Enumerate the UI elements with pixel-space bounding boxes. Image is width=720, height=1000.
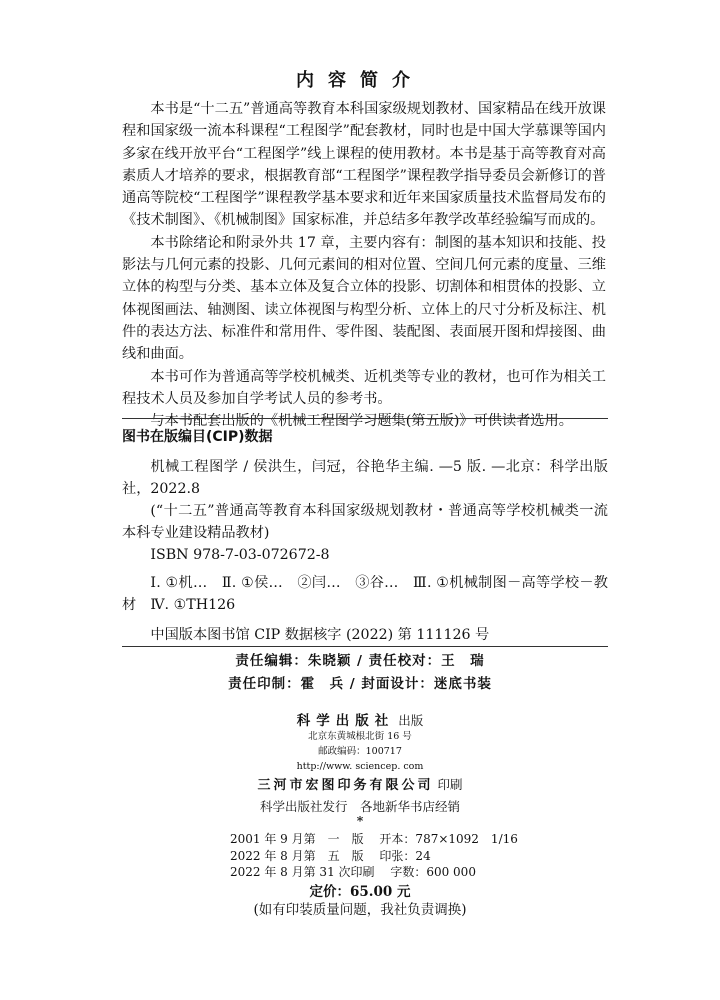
cip-top-rule	[122, 418, 608, 419]
imprint-block	[230, 831, 518, 881]
credits	[0, 650, 720, 696]
intro-paragraph: 本书可作为普通高等学校机械类、近机类等专业的教材，也可作为相关工程技术人员及参加自学考试人员的参考书。	[122, 368, 606, 407]
intro-title: 内容简介	[296, 70, 424, 91]
cip-heading: 图书在版编目(CIP)数据	[122, 429, 273, 445]
intro-paragraph: 本书是“十二五”普通高等教育本科国家级规划教材、国家精品在线开放课程和国家级一流本科课程“工程图学”配套教材，同时也是中国大学慕课等国内多家在线开放平台“工程图学”线上课程的使用教材。本书是基于高等教育对高素质人才培养的要求，根据教育部“工程图学”课程教学指导委员会新修订的普通高等院校“工程图学”课程教学基本要求和近年来国家质量技术监督局发布的《技术制图》、《机械制图》国家标准，并总结多年教学改革经验编写而成的。	[122, 101, 606, 229]
publisher-address: 北京东黄城根北街 16 号	[308, 731, 412, 742]
distribution-line: 科学出版社发行 各地新华书店经销	[259, 799, 460, 814]
imprint-row: 2022 年 8 月第 31 次印刷 字数：600 000	[230, 865, 476, 879]
price: 定价：65.00 元	[309, 884, 411, 900]
publisher-website: http://www. sciencep. com	[296, 761, 424, 772]
separator-star: *	[356, 813, 364, 828]
cip-block	[122, 456, 608, 566]
credits-editor-line: 责任编辑：朱晓颖 / 责任校对：王 瑞	[235, 653, 485, 669]
cip-isbn: ISBN 978-7-03-072672-8	[150, 547, 330, 563]
cip-entry: 机械工程图学 / 侯洪生，闫冠，谷艳华主编. —5 版. —北京：科学出版社，2022.8	[122, 459, 608, 497]
cip-classification-block	[122, 572, 608, 616]
credits-print-line: 责任印制：霍 兵 / 封面设计：迷底书装	[228, 676, 492, 692]
imprint-row: 2022 年 8 月第 五 版 印张：24	[230, 848, 431, 863]
printer-name: 三河市宏图印务有限公司	[257, 778, 434, 793]
publisher-line	[0, 709, 720, 729]
intro-paragraph: 与本书配套出版的《机械工程图学习题集(第五版)》可供读者选用。	[150, 413, 573, 430]
printer-line	[0, 774, 720, 793]
publisher-suffix: 出版	[394, 713, 424, 728]
cip-series: (“十二五”普通高等教育本科国家级规划教材・普通高等学校机械类一流本科专业建设精品教材)	[122, 503, 608, 541]
printer-suffix: 印刷	[433, 777, 463, 792]
publisher-name: 科学出版社	[296, 713, 395, 729]
cip-classification: Ⅰ. ①机… Ⅱ. ①侯… ②闫… ③谷… Ⅲ. ①机械制图－高等学校－教材 Ⅳ. ①TH126	[122, 575, 608, 613]
intro-body	[122, 98, 606, 432]
intro-paragraph: 本书除绪论和附录外共 17 章，主要内容有：制图的基本知识和技能、投影法与几何元素的投影、几何元素间的相对位置、空间几何元素的度量、三维立体的构型与分类、基本立体及复合立体的投影、切割体和相贯体的投影、立体视图画法、轴测图、读立体视图与构型分析、立体上的尺寸分析及标注、机件的表达方法、标准件和常用件、零件图、装配图、表面展开图和焊接图、曲线和曲面。	[122, 234, 606, 363]
quality-notice: (如有印装质量问题，我社负责调换)	[253, 902, 467, 918]
cip-record-block	[122, 624, 608, 646]
imprint-row: 2001 年 9 月第 一 版 开本：787×1092 1/16	[230, 832, 518, 846]
cip-bottom-rule	[122, 646, 608, 647]
publisher-postcode: 邮政编码：100717	[318, 746, 402, 757]
cip-record: 中国版本图书馆 CIP 数据核字 (2022) 第 111126 号	[150, 627, 490, 643]
